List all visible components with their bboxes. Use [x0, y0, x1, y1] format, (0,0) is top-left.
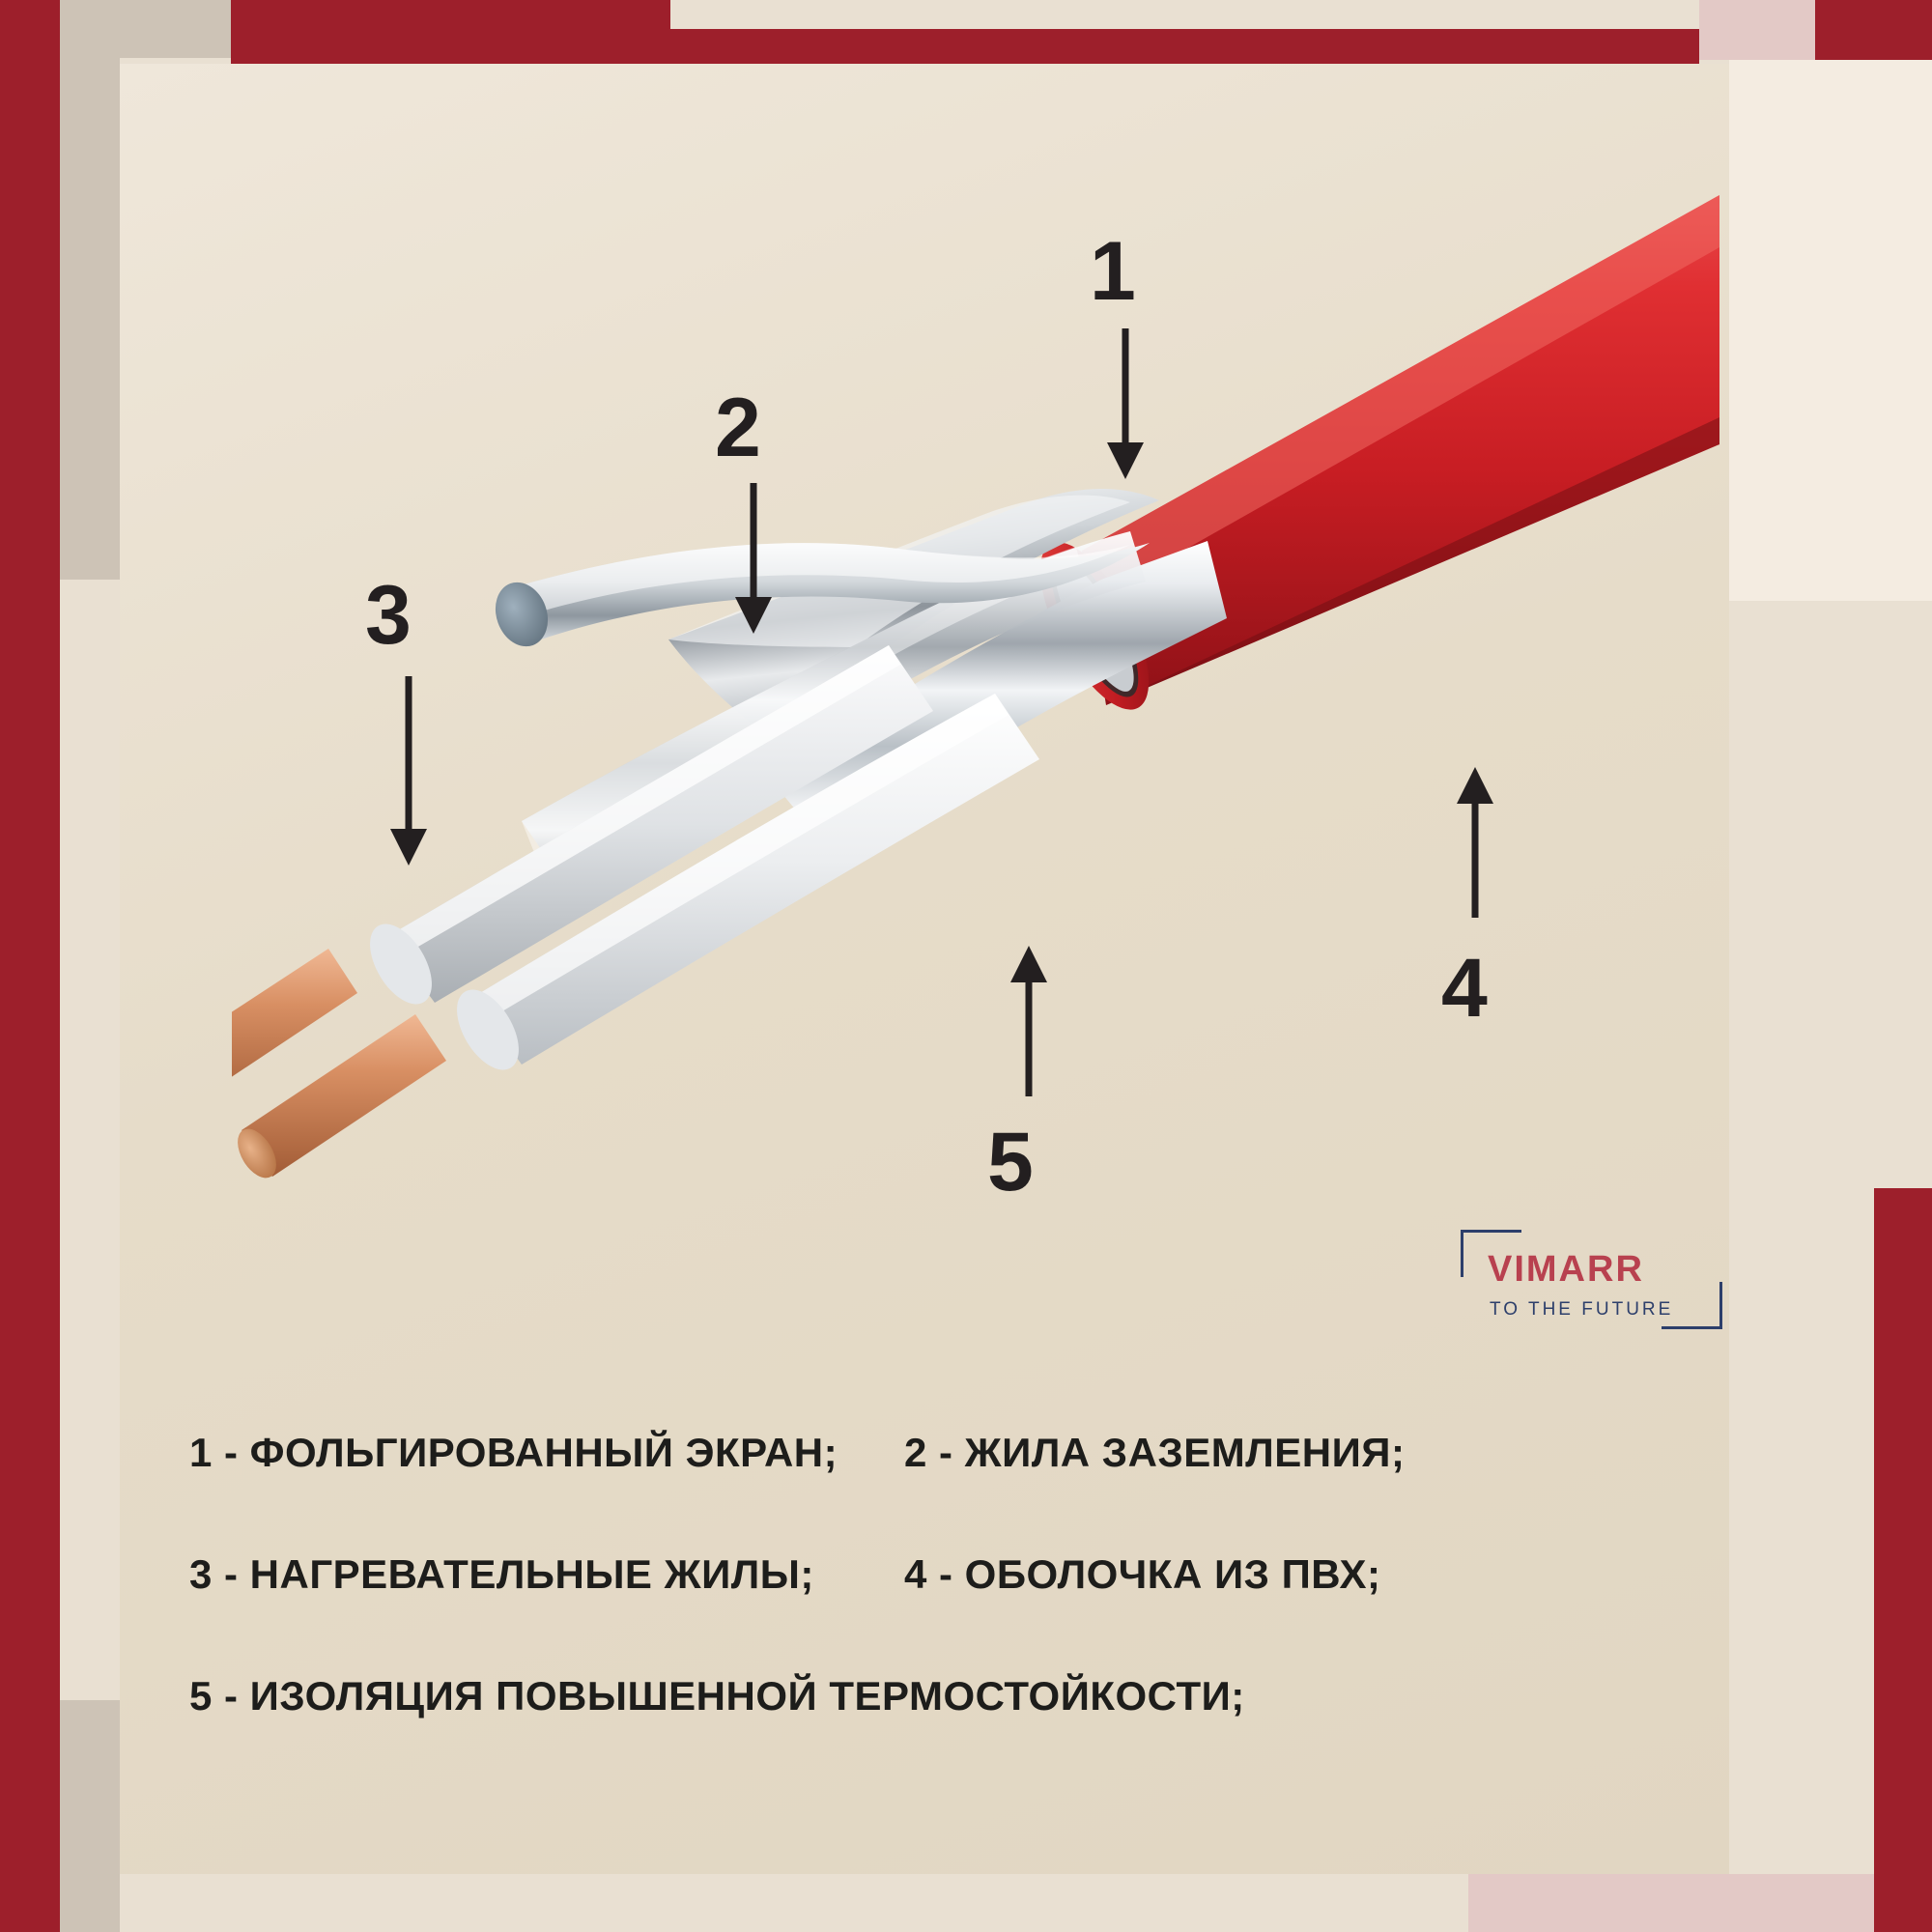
- callout-arrow-1: [1092, 328, 1159, 483]
- decor-bottom-left-grey-block: [60, 1700, 120, 1932]
- decor-right-cream-block: [1729, 60, 1932, 601]
- legend-item-4: 4 - ОБОЛОЧКА ИЗ ПВХ;: [904, 1551, 1381, 1597]
- logo-tagline-text: TO THE FUTURE: [1490, 1299, 1674, 1320]
- decor-top-right-pink-block: [1699, 0, 1815, 60]
- brand-logo: [1439, 1212, 1739, 1348]
- logo-brand-text: VIMARR: [1488, 1249, 1644, 1290]
- callout-number-4: 4: [1441, 942, 1488, 1035]
- callout-arrow-3: [375, 676, 442, 869]
- decor-top-red-bar: [231, 29, 1699, 64]
- callout-arrow-5: [995, 932, 1063, 1096]
- legend-row: [189, 1551, 1774, 1598]
- callout-arrow-2: [720, 483, 787, 638]
- decor-bottom-pink-block: [1468, 1874, 1874, 1932]
- decor-left-grey-bar: [60, 0, 120, 580]
- callout-number-5: 5: [987, 1116, 1034, 1208]
- decor-top-right-red-block: [1815, 0, 1932, 60]
- legend-item-3: 3 - НАГРЕВАТЕЛЬНЫЕ ЖИЛЫ;: [189, 1551, 814, 1597]
- cable-cutaway-illustration: [232, 164, 1719, 1188]
- legend-item-2: 2 - ЖИЛА ЗАЗЕМЛЕНИЯ;: [904, 1430, 1406, 1475]
- decor-top-red-block: [231, 0, 670, 29]
- callout-number-2: 2: [715, 382, 761, 474]
- legend-row: [189, 1673, 1774, 1719]
- decor-right-red-bar: [1874, 1188, 1932, 1932]
- callout-number-1: 1: [1090, 225, 1136, 318]
- decor-top-left-grey-block: [120, 0, 231, 58]
- decor-left-red-bar: [0, 0, 60, 1932]
- callout-number-3: 3: [365, 569, 412, 662]
- callout-arrow-4: [1441, 753, 1509, 918]
- legend-list: [189, 1430, 1774, 1795]
- legend-item-5: 5 - ИЗОЛЯЦИЯ ПОВЫШЕННОЙ ТЕРМОСТОЙКОСТИ;: [189, 1673, 1245, 1719]
- legend-row: [189, 1430, 1774, 1476]
- legend-item-1: 1 - ФОЛЬГИРОВАННЫЙ ЭКРАН;: [189, 1430, 838, 1475]
